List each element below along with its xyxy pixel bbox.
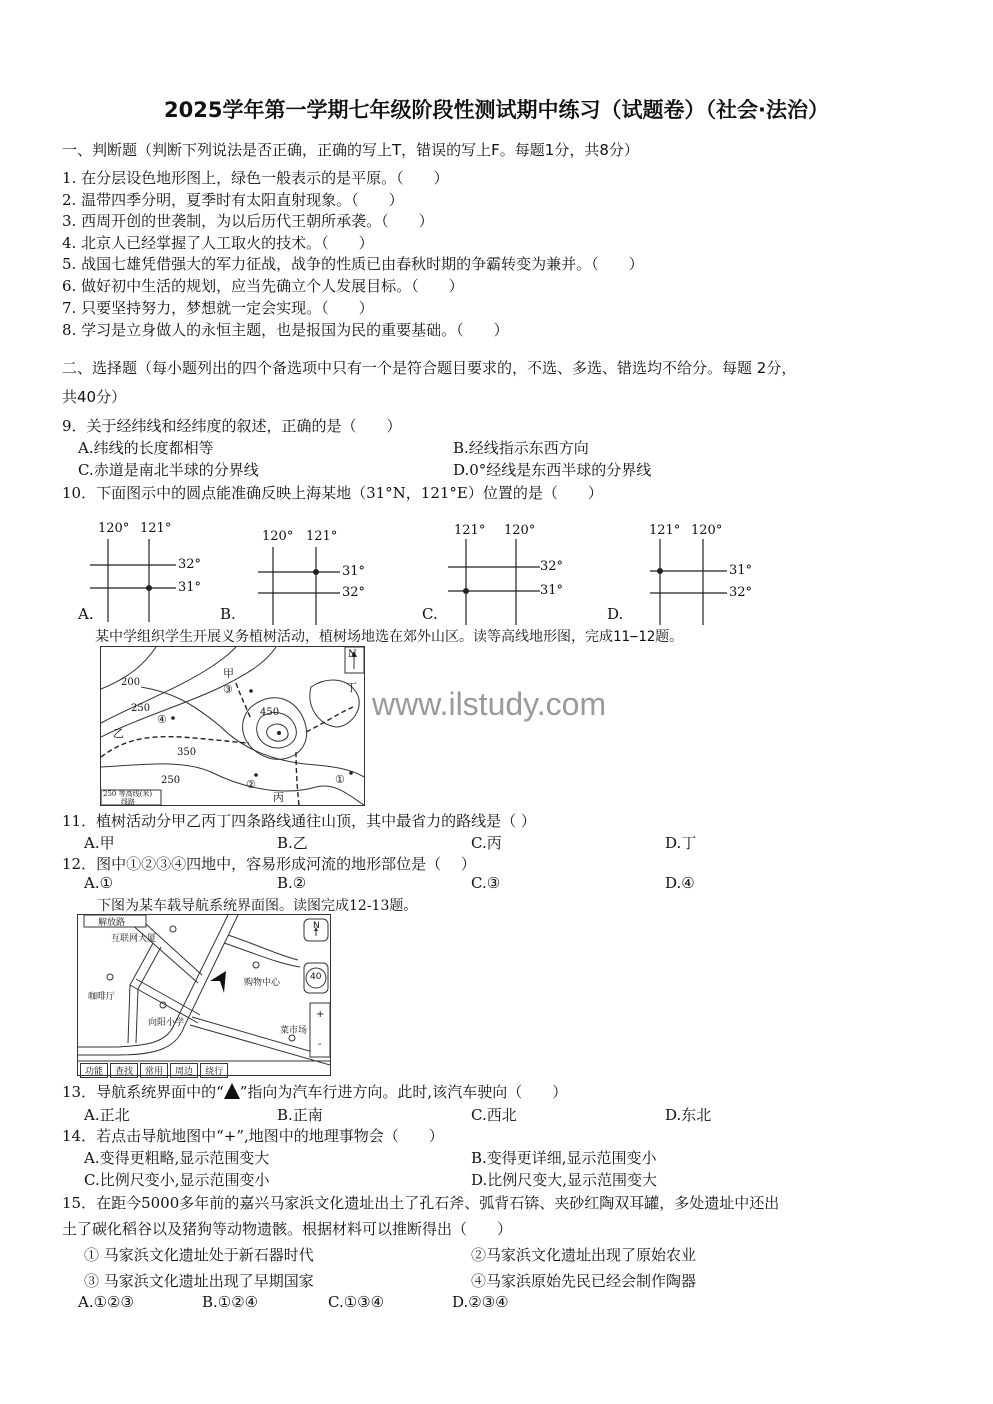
- lat-label: 31°: [342, 564, 366, 579]
- q13-option-c: C.西北: [471, 1106, 517, 1124]
- nav-button-nearby[interactable]: 周边: [170, 1063, 198, 1078]
- q15-statement-2: ②马家浜文化遗址出现了原始农业: [471, 1246, 697, 1264]
- q13-option-a: A.正北: [84, 1106, 130, 1124]
- contour-label-250: 250: [131, 703, 151, 714]
- zoom-out-button[interactable]: -: [318, 1039, 322, 1050]
- q10-diagram-d: [605, 517, 775, 627]
- contour-map: [100, 646, 365, 806]
- q12-option-d: D.④: [665, 874, 695, 892]
- q15-statement-4: ④马家浜原始先民已经会制作陶器: [471, 1272, 697, 1290]
- q10-stem: 10．下面图示中的圆点能准确反映上海某地（31°N，121°E）位置的是（ ）: [62, 484, 603, 502]
- q9-option-c: C.赤道是南北半球的分界线: [78, 461, 259, 479]
- q15-stem-line2: 土了碳化稻谷以及猪狗等动物遗骸。根据材料可以推断得出（ ）: [62, 1220, 513, 1238]
- tf-item-5: 5. 战国七雄凭借强大的军力征战，战争的性质已由春秋时期的争霸转变为兼并。（ ）: [62, 255, 644, 273]
- lon-label: 121°: [140, 521, 172, 536]
- q11-option-b: B.乙: [277, 834, 308, 852]
- q11-option-c: C.丙: [471, 834, 502, 852]
- q12-option-b: B.②: [277, 874, 307, 892]
- lat-label: 31°: [540, 583, 564, 598]
- section1-heading: 一、判断题（判断下列说法是否正确，正确的写上T，错误的写上F。每题1分，共8分）: [62, 141, 639, 159]
- contour-label-250-b: 250: [161, 775, 181, 786]
- point-4: ④: [157, 713, 167, 726]
- arrow-icon: [224, 1083, 240, 1099]
- q10-diagram-a: [78, 517, 228, 627]
- tf-item-6: 6. 做好初中生活的规划，应当先确立个人发展目标。（ ）: [62, 277, 464, 295]
- q9-option-b: B.经线指示东西方向: [453, 439, 589, 457]
- place-internet-building: 互联网大厦: [111, 934, 157, 944]
- q9-option-a: A.纬线的长度都相等: [78, 439, 214, 457]
- tf-item-2: 2. 温带四季分明，夏季时有太阳直射现象。（ ）: [62, 191, 404, 209]
- q13-stem-post: ”指向为汽车行进方向。此时,该汽车驶向（ ）: [239, 1083, 568, 1101]
- q13-option-d: D.东北: [665, 1106, 712, 1124]
- tf-item-4: 4. 北京人已经掌握了人工取火的技术。（ ）: [62, 234, 374, 252]
- q11-option-a: A.甲: [84, 834, 115, 852]
- watermark: www.ilstudy.com: [372, 686, 607, 722]
- lon-label: 120°: [262, 529, 294, 544]
- tf-item-3: 3. 西周开创的世袭制，为以后历代王朝所承袭。（ ）: [62, 212, 434, 230]
- q10-diagram-b: [218, 517, 378, 627]
- lon-label: 120°: [98, 521, 130, 536]
- q15-statement-3: ③ 马家浜文化遗址出现了早期国家: [84, 1272, 314, 1290]
- lon-label: 120°: [504, 523, 536, 538]
- tf-item-7: 7. 只要坚持努力，梦想就一定会实现。（ ）: [62, 299, 374, 317]
- car-direction-arrow: [210, 971, 226, 993]
- nav-button-function[interactable]: 功能: [80, 1063, 108, 1078]
- point-1: ①: [335, 773, 345, 786]
- route-ding: 丁: [346, 681, 357, 694]
- q15-statement-1: ① 马家浜文化遗址处于新石器时代: [84, 1246, 314, 1264]
- q14-option-d: D.比例尺变大,显示范围变大: [471, 1171, 658, 1189]
- option-label: C.: [422, 605, 438, 623]
- place-cafe: 咖啡厅: [88, 992, 116, 1002]
- intro-12-13: 下图为某车载导航系统界面图。读图完成12-13题。: [97, 898, 418, 914]
- q15-option-a: A.①②③: [78, 1293, 134, 1311]
- contour-label-350: 350: [177, 747, 197, 758]
- speed-limit: 40: [310, 972, 322, 982]
- tf-item-8: 8. 学习是立身做人的永恒主题，也是报国为民的重要基础。（ ）: [62, 321, 509, 339]
- lon-label: 121°: [306, 529, 338, 544]
- q11-stem: 11．植树活动分甲乙丙丁四条路线通往山顶，其中最省力的路线是（ ）: [62, 812, 536, 830]
- q9-stem: 9．关于经纬线和经纬度的叙述，正确的是（ ）: [62, 417, 402, 435]
- contour-label-450: 450: [260, 707, 280, 718]
- option-label: B.: [220, 605, 236, 623]
- lat-label: 32°: [178, 557, 202, 572]
- road-label: 解放路: [98, 918, 126, 928]
- nav-button-detour[interactable]: 绕行: [200, 1063, 228, 1078]
- q12-option-c: C.③: [471, 874, 501, 892]
- legend-contour: 250 等高线(米): [103, 790, 153, 798]
- q13-stem: [62, 1081, 567, 1102]
- route-yi: 乙: [113, 727, 124, 740]
- place-school: 向阳小学: [148, 1018, 185, 1028]
- zoom-in-button[interactable]: +: [316, 1009, 325, 1020]
- option-label: A.: [78, 605, 94, 623]
- point-2: ②: [246, 778, 256, 791]
- place-market: 菜市场: [280, 1026, 308, 1036]
- lon-label: 121°: [454, 523, 486, 538]
- legend-route: 线路: [121, 798, 135, 806]
- q15-stem-line1: 15．在距今5000多年前的嘉兴马家浜文化遗址出土了孔石斧、弧背石锛、夹砂红陶双耳罐，多处遗址中还出: [62, 1194, 780, 1212]
- q14-stem: 14．若点击导航地图中“+”,地图中的地理事物会（ ）: [62, 1127, 444, 1145]
- q12-stem: 12．图中①②③④四地中，容易形成河流的地形部位是（ ）: [62, 855, 476, 873]
- lat-label: 32°: [540, 559, 564, 574]
- route-bing: 丙: [273, 791, 284, 804]
- q13-stem-pre: 13．导航系统界面中的“: [62, 1083, 224, 1101]
- north-label: N: [348, 649, 357, 660]
- nav-button-bar: [80, 1063, 228, 1078]
- route-jia: 甲: [223, 667, 234, 680]
- q15-option-b: B.①②④: [202, 1293, 259, 1311]
- lat-label: 32°: [342, 585, 366, 600]
- q12-option-a: A.①: [84, 874, 114, 892]
- intro-11-12: 某中学组织学生开展义务植树活动，植树场地选在郊外山区。读等高线地形图，完成11−12题。: [95, 629, 684, 645]
- lat-label: 31°: [729, 563, 753, 578]
- q14-option-a: A.变得更粗略,显示范围变大: [84, 1149, 270, 1167]
- q15-option-d: D.②③④: [452, 1293, 509, 1311]
- nav-map: [77, 914, 331, 1076]
- lat-label: 32°: [729, 585, 753, 600]
- q14-option-b: B.变得更详细,显示范围变小: [471, 1149, 657, 1167]
- option-label: D.: [607, 605, 624, 623]
- q10-diagram-c: [420, 517, 580, 627]
- page-title: 2025学年第一学期七年级阶段性测试期中练习（试题卷）（社会·法治）: [164, 98, 829, 122]
- section2-heading-line2: 共40分）: [62, 388, 127, 406]
- q15-option-c: C.①③④: [328, 1293, 385, 1311]
- q14-option-c: C.比例尺变小,显示范围变小: [84, 1171, 270, 1189]
- section2-heading-line1: 二、选择题（每小题列出的四个备选项中只有一个是符合题目要求的，不选、多选、错选均不给分。每题 2分，: [62, 359, 797, 377]
- q11-option-d: D.丁: [665, 834, 697, 852]
- lon-label: 121°: [649, 523, 681, 538]
- north-label: N: [313, 921, 320, 931]
- q9-option-d: D.0°经线是东西半球的分界线: [453, 461, 652, 479]
- lon-label: 120°: [691, 523, 723, 538]
- contour-label-200: 200: [121, 677, 141, 688]
- place-mall: 购物中心: [244, 978, 281, 988]
- nav-button-common[interactable]: 常用: [140, 1063, 168, 1078]
- lat-label: 31°: [178, 580, 202, 595]
- tf-item-1: 1. 在分层设色地形图上，绿色一般表示的是平原。（ ）: [62, 169, 449, 187]
- nav-button-search[interactable]: 查找: [110, 1063, 138, 1078]
- point-3: ③: [223, 683, 233, 696]
- q13-option-b: B.正南: [277, 1106, 323, 1124]
